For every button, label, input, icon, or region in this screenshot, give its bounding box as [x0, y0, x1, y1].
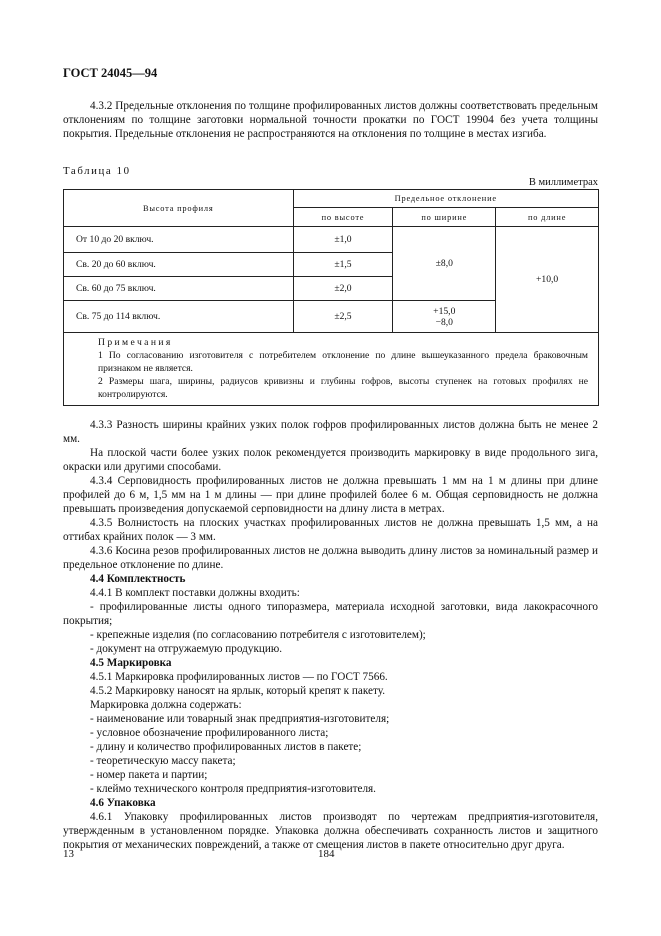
paragraph-4-3-5: 4.3.5 Волнистость на плоских участках профилированных листов не должна превышать 1,5 мм, а на оттибах крайних полок — 3 мм.	[63, 517, 598, 543]
paragraph-text: 4.3.2 Предельные отклонения по толщине профилированных листов должны соответствовать предельным отклонениям по толщине заготовки нормальной точности прокатки по ГОСТ 19904 без учета толщины покрытия. Предельные отклонения не распространяются на отклонения по толщине в местах изгиба.	[63, 100, 598, 140]
section-heading-4-6: 4.6 Упаковка	[90, 797, 156, 809]
table-row-label: От 10 до 20 включ.	[64, 227, 294, 253]
table-cell-width: ±8,0	[393, 227, 496, 301]
paragraph-4-6-1: 4.6.1 Упаковку профилированных листов производят по чертежам предприятия-изготовителя, утвержденным в установленном порядке. Упаковка должна обеспечивать сохранность листов и защитного покрытия от механических повреждений, а также от смещения листов в пакете относительно друг друга.	[63, 811, 598, 851]
paragraph-4-3-4: 4.3.4 Серповидность профилированных листов не должна превышать 1 мм на 1 м длины при длине профилей до 6 м, 1,5 мм на 1 м длины — при длине профилей более 6 м. Общая серповидность не должна превышать произведения допускаемой серповидности на длину листа в метрах.	[63, 475, 598, 515]
note-2: 2 Размеры шага, ширины, радиусов кривизны и глубины гофров, высоты ступенек на готовых профилях не контролируются.	[98, 376, 588, 400]
list-item: - профилированные листы одного типоразмера, материала исходной заготовки, вида лакокрасочного покрытия;	[63, 601, 598, 627]
table-cell-height: ±1,5	[293, 253, 393, 277]
width-plus: +15,0	[433, 305, 456, 317]
note-1: 1 По согласованию изготовителя с потребителем отклонение по длине вышеуказанного предела браковочным признаком не является.	[98, 350, 588, 374]
paragraph-4-3-6: 4.3.6 Косина резов профилированных листов не должна выводить длину листов за номинальный размер и предельное отклонение по длине.	[63, 545, 598, 571]
list-item: - длину и количество профилированных листов в пакете;	[90, 741, 362, 753]
header-profile-height: Высота профиля	[64, 190, 294, 227]
table-10	[63, 189, 599, 406]
table-cell-height: ±2,5	[293, 301, 393, 333]
table-cell-length: +10,0	[496, 227, 599, 333]
list-item: - крепежные изделия (по согласованию потребителя с изготовителем);	[90, 629, 426, 641]
paragraph-4-5-1: 4.5.1 Маркировка профилированных листов — по ГОСТ 7566.	[90, 671, 388, 683]
standard-header: ГОСТ 24045—94	[63, 66, 158, 80]
header-limit-deviation: Предельное отклонение	[293, 190, 598, 208]
list-item: - условное обозначение профилированного листа;	[90, 727, 329, 739]
paragraph-4-3-3: 4.3.3 Разность ширины крайних узких полок гофров профилированных листов должна быть не менее 2 мм.	[63, 419, 598, 445]
list-item: - документ на отгружаемую продукцию.	[90, 643, 283, 655]
list-item: - наименование или товарный знак предприятия-изготовителя;	[90, 713, 390, 725]
header-by-width: по ширине	[393, 208, 496, 227]
list-item: - клеймо технического контроля предприятия-изготовителя.	[90, 783, 376, 795]
notes-title: Примечания	[98, 337, 173, 348]
table-notes	[64, 333, 599, 406]
paragraph-4-5-2-b: Маркировка должна содержать:	[90, 699, 242, 711]
section-heading-4-4: 4.4 Комплектность	[90, 573, 186, 585]
paragraph-4-4-1: 4.4.1 В комплект поставки должны входить:	[90, 587, 300, 599]
body-text	[63, 418, 598, 852]
header-by-height: по высоте	[293, 208, 393, 227]
table-caption: Таблица 10	[63, 165, 131, 177]
paragraph-4-3-2	[63, 99, 598, 141]
list-item: - теоретическую массу пакета;	[90, 755, 236, 767]
table-cell-height: ±1,0	[293, 227, 393, 253]
section-heading-4-5: 4.5 Маркировка	[90, 657, 172, 669]
width-minus: −8,0	[435, 316, 453, 328]
footer-page-center: 184	[318, 848, 335, 860]
table-row-label: Св. 20 до 60 включ.	[64, 253, 294, 277]
table-cell-width	[393, 301, 496, 333]
list-item: - номер пакета и партии;	[90, 769, 208, 781]
table-row-label: Св. 60 до 75 включ.	[64, 277, 294, 301]
header-by-length: по длине	[496, 208, 599, 227]
paragraph-4-5-2: 4.5.2 Маркировку наносят на ярлык, который крепят к пакету.	[90, 685, 385, 697]
footer-page-left: 13	[63, 848, 74, 860]
table-units: В миллиметрах	[528, 177, 598, 188]
paragraph-4-3-3-b: На плоской части более узких полок рекомендуется производить маркировку в виде продольного зига, окраски или другими способами.	[63, 447, 598, 473]
table-cell-height: ±2,0	[293, 277, 393, 301]
table-row-label: Св. 75 до 114 включ.	[64, 301, 294, 333]
